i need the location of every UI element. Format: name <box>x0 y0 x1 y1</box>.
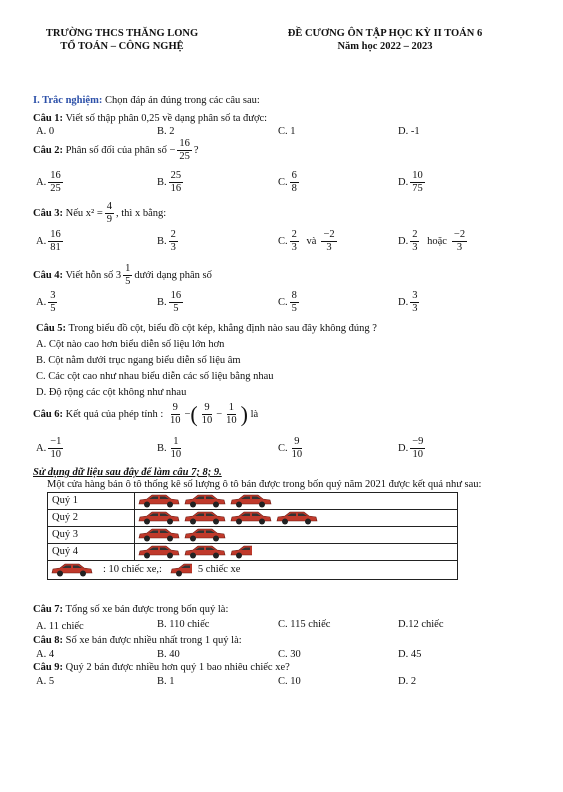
q8-option-c: C. 30 <box>278 649 301 660</box>
numerator: 8 <box>291 290 297 301</box>
question-text: Phân số đối của phân số <box>65 144 167 156</box>
pictograph-row <box>48 493 458 510</box>
fraction <box>410 290 419 315</box>
question-tail: là <box>250 408 259 420</box>
q7-option-c: C. 115 chiếc <box>278 619 331 630</box>
fraction <box>48 436 63 461</box>
question-label: Câu 1: <box>33 113 64 124</box>
q2-option-a <box>36 170 65 195</box>
numerator: 16 <box>179 138 190 149</box>
option-letter: C. <box>278 296 288 308</box>
question-text: Số xe bán được nhiều nhất trong 1 quý là: <box>65 635 242 646</box>
q3-option-b <box>157 229 180 254</box>
question-label: Câu 9: <box>33 662 64 673</box>
q2-option-d <box>398 170 427 195</box>
fraction <box>410 436 425 461</box>
q7-option-b: B. 110 chiếc <box>157 619 210 630</box>
option-letter: C. <box>278 176 288 188</box>
question-label: Câu 7: <box>33 604 64 615</box>
q9-option-a: A. 5 <box>36 676 55 687</box>
car-icon <box>184 545 226 559</box>
fraction <box>168 402 183 427</box>
denominator: 10 <box>226 415 237 426</box>
fraction <box>410 170 425 195</box>
q9-option-c: C. 10 <box>278 676 301 687</box>
conjunction: và <box>306 235 317 247</box>
fraction <box>200 402 215 427</box>
numerator: 1 <box>125 263 131 274</box>
numerator: 10 <box>412 170 423 181</box>
numerator: 2 <box>412 229 418 240</box>
department-name: TỔ TOÁN – CÔNG NGHỆ <box>60 41 184 52</box>
denominator: 5 <box>125 276 131 287</box>
numerator: 3 <box>50 290 56 301</box>
quarter-label: Quý 2 <box>48 510 135 527</box>
numerator: −9 <box>412 436 424 447</box>
q5-option-a: A. Cột nào cao hơn biểu diễn số liệu lớn hơn <box>36 339 225 350</box>
quarter-label: Quý 1 <box>48 493 135 510</box>
q4-option-d <box>398 290 421 315</box>
car-icon <box>184 528 226 542</box>
fraction <box>321 229 336 254</box>
option-letter: C. <box>278 442 288 454</box>
exam-title: ĐỀ CƯƠNG ÔN TẬP HỌC KỲ II TOÁN 6 <box>287 28 483 39</box>
minus-sign: − <box>169 144 176 156</box>
fraction <box>105 201 114 226</box>
denominator: 10 <box>170 449 182 460</box>
option-letter: A. <box>36 235 47 247</box>
fraction <box>452 229 467 254</box>
numerator: 6 <box>291 170 297 181</box>
fraction <box>169 290 184 315</box>
section-heading <box>33 94 260 107</box>
pictograph-row <box>48 527 458 544</box>
denominator: 3 <box>291 242 297 253</box>
numerator: 25 <box>170 170 182 181</box>
q8-option-a: A. 4 <box>36 649 55 660</box>
fraction <box>169 229 178 254</box>
q4-option-c <box>278 290 301 315</box>
q7-option-d: D.12 chiếc <box>398 619 444 630</box>
q4-option-b <box>157 290 185 315</box>
numerator: 1 <box>173 436 179 447</box>
numerator: 2 <box>170 229 176 240</box>
q5-option-b: B. Cột nằm dưới trục ngang biểu diễn số liệu âm <box>36 355 241 366</box>
car-icon <box>51 563 93 577</box>
denominator: 10 <box>201 415 213 426</box>
option-letter: B. <box>157 235 167 247</box>
conjunction: hoặc <box>427 235 447 247</box>
numerator: 1 <box>228 402 235 413</box>
option-letter: A. <box>36 176 47 188</box>
option-letter: B. <box>157 442 167 454</box>
car-icon <box>138 545 180 559</box>
fraction <box>48 170 63 195</box>
pictograph-row <box>48 510 458 527</box>
question-text: Nếu x² = <box>65 207 103 219</box>
q6-option-d <box>398 436 427 461</box>
school-name: TRƯỜNG THCS THĂNG LONG <box>45 28 199 39</box>
option-letter: A. <box>36 442 47 454</box>
question-8 <box>33 634 242 647</box>
question-text: Viết hỗn số 3 <box>65 269 122 281</box>
denominator: 16 <box>170 183 182 194</box>
denominator: 75 <box>412 183 423 194</box>
car-icon <box>138 511 180 525</box>
legend-row <box>48 561 458 580</box>
denominator: 10 <box>291 449 303 460</box>
q3-option-c <box>278 229 339 254</box>
car-cell <box>135 510 458 527</box>
question-5 <box>36 322 377 335</box>
question-3 <box>33 201 166 226</box>
exam-header <box>265 27 505 53</box>
question-text: Quý 2 bán được nhiều hơn quý 1 bao nhiêu chiếc xe? <box>65 662 290 673</box>
q9-option-b: B. 1 <box>157 676 175 687</box>
q1-option-c: C. 1 <box>278 126 296 137</box>
denominator: 3 <box>326 242 332 253</box>
numerator: −2 <box>323 229 335 240</box>
fraction <box>177 138 192 163</box>
question-4 <box>33 263 212 288</box>
car-group <box>135 494 457 508</box>
numerator: 16 <box>50 170 61 181</box>
denominator: 8 <box>291 183 297 194</box>
option-letter: D. <box>398 235 409 247</box>
car-icon <box>276 511 318 525</box>
legend <box>48 561 457 579</box>
option-letter: B. <box>157 176 167 188</box>
minus-sign: − <box>216 408 223 420</box>
car-icon <box>230 511 272 525</box>
denominator: 81 <box>50 242 61 253</box>
car-icon <box>184 494 226 508</box>
q3-option-d <box>398 229 469 254</box>
q8-option-d: D. 45 <box>398 649 422 660</box>
pictograph-body <box>48 493 458 580</box>
fraction <box>290 170 299 195</box>
section-title: I. Trắc nghiệm: <box>33 95 103 106</box>
denominator: 10 <box>50 449 62 460</box>
q7-option-a: A. 11 chiếc <box>36 621 84 632</box>
car-group <box>135 511 457 525</box>
q6-option-a <box>36 436 65 461</box>
q6-option-c <box>278 436 306 461</box>
legend-full-text: : 10 chiếc xe,: <box>103 564 162 576</box>
question-label: Câu 4: <box>33 269 64 281</box>
fraction <box>169 436 184 461</box>
q1-option-a: A. 0 <box>36 126 55 137</box>
question-label: Câu 3: <box>33 207 64 219</box>
data-section-title: Sử dụng dữ liệu sau đây để làm câu 7; 8; 9. <box>33 467 222 478</box>
car-icon <box>138 528 180 542</box>
numerator: 2 <box>291 229 297 240</box>
denominator: 3 <box>412 242 418 253</box>
denominator: 3 <box>170 242 176 253</box>
question-6 <box>33 402 258 427</box>
question-2 <box>33 138 199 163</box>
denominator: 5 <box>291 303 297 314</box>
pictograph-table <box>47 492 458 580</box>
q2-option-b <box>157 170 185 195</box>
numerator: −2 <box>453 229 466 240</box>
half-car-icon <box>230 545 252 559</box>
fraction <box>410 229 419 254</box>
legend-half-text: 5 chiếc xe <box>197 564 241 576</box>
question-label: Câu 5: <box>36 323 67 334</box>
pictograph-row <box>48 544 458 561</box>
fraction <box>290 436 305 461</box>
denominator: 3 <box>412 303 418 314</box>
q5-option-c: C. Các cột cao như nhau biểu diễn các số liệu bằng nhau <box>36 371 274 382</box>
q6-option-b <box>157 436 185 461</box>
fraction <box>123 263 132 288</box>
q2-option-c <box>278 170 301 195</box>
question-7 <box>33 603 228 616</box>
car-icon <box>230 494 272 508</box>
option-letter: C. <box>278 235 288 247</box>
option-letter: A. <box>36 296 47 308</box>
fraction <box>169 170 184 195</box>
numerator: 3 <box>412 290 418 301</box>
question-text: Viết số thập phân 0,25 về dạng phân số ta được: <box>65 113 268 124</box>
school-year: Năm học 2022 – 2023 <box>337 41 433 52</box>
fraction <box>290 229 299 254</box>
minus-sign: − <box>184 408 191 420</box>
denominator: 25 <box>179 151 190 162</box>
quarter-label: Quý 4 <box>48 544 135 561</box>
quarter-label: Quý 3 <box>48 527 135 544</box>
numerator: 16 <box>170 290 182 301</box>
numerator: 9 <box>204 402 210 413</box>
q5-option-d: D. Độ rộng các cột không như nhau <box>36 387 187 398</box>
question-label: Câu 8: <box>33 635 64 646</box>
car-group <box>135 545 457 559</box>
question-tail: ? <box>193 144 199 156</box>
fraction <box>290 290 299 315</box>
denominator: 3 <box>456 242 463 253</box>
question-label: Câu 2: <box>33 144 64 156</box>
option-letter: D. <box>398 442 409 454</box>
denominator: 10 <box>412 449 424 460</box>
question-text: Kết quả của phép tính : <box>65 408 164 420</box>
car-group <box>135 528 457 542</box>
option-letter: D. <box>398 176 409 188</box>
section-instruction: Chọn đáp án đúng trong các câu sau: <box>104 95 260 106</box>
question-tail: dưới dạng phân số <box>134 269 212 281</box>
legend-cell <box>48 561 458 580</box>
denominator: 10 <box>169 415 181 426</box>
question-text: Trong biểu đồ cột, biểu đồ cột kép, khẳng định nào sau đây không đúng ? <box>68 323 377 334</box>
option-letter: B. <box>157 296 167 308</box>
q9-option-d: D. 2 <box>398 676 417 687</box>
open-paren: ( <box>190 401 198 427</box>
car-icon <box>138 494 180 508</box>
numerator: −1 <box>50 436 62 447</box>
option-letter: D. <box>398 296 409 308</box>
car-cell <box>135 493 458 510</box>
question-tail: , thì x bằng: <box>116 207 167 219</box>
question-1 <box>33 112 267 125</box>
school-header <box>22 27 222 53</box>
numerator: 16 <box>50 229 61 240</box>
denominator: 25 <box>50 183 61 194</box>
denominator: 9 <box>106 214 112 225</box>
denominator: 5 <box>50 303 56 314</box>
close-paren: ) <box>240 401 248 427</box>
car-cell <box>135 544 458 561</box>
numerator: 4 <box>106 201 112 212</box>
fraction <box>224 402 239 427</box>
q3-option-a <box>36 229 65 254</box>
car-icon <box>184 511 226 525</box>
q1-option-b: B. 2 <box>157 126 175 137</box>
numerator: 9 <box>172 402 178 413</box>
numerator: 9 <box>294 436 300 447</box>
question-label: Câu 6: <box>33 408 64 420</box>
question-9 <box>33 661 290 674</box>
question-text: Tổng số xe bán được trong bốn quý là: <box>65 604 229 615</box>
q8-option-b: B. 40 <box>157 649 180 660</box>
half-car-icon <box>170 563 192 577</box>
car-cell <box>135 527 458 544</box>
q1-option-d: D. -1 <box>398 126 420 137</box>
fraction <box>48 290 57 315</box>
denominator: 5 <box>173 303 179 314</box>
fraction <box>48 229 63 254</box>
q4-option-a <box>36 290 59 315</box>
data-section-intro: Một cửa hàng bán ô tô thống kê số lượng ô tô bán được trong bốn quý năm 2021 được kết quả như sau: <box>47 479 482 490</box>
